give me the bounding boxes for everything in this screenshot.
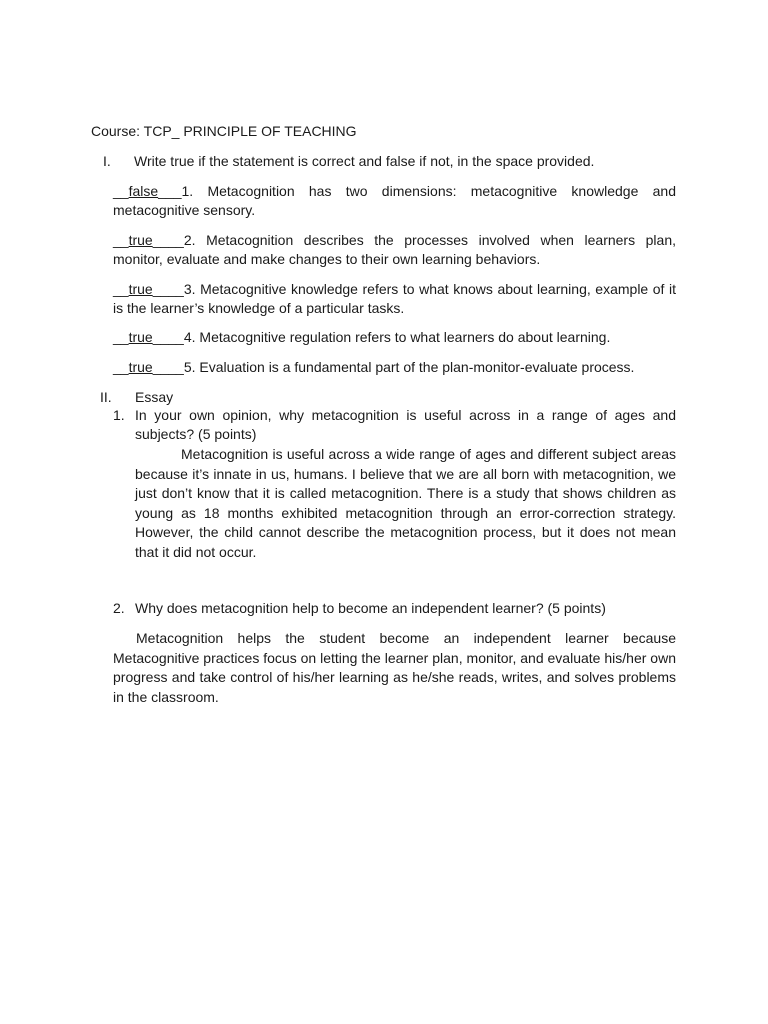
part1-instruction: Write true if the statement is correct and false if not, in the space provided. (134, 153, 595, 169)
tf-item-answer: true (128, 281, 153, 297)
tf-item-4 (113, 328, 676, 347)
tf-item-text: 1. Metacognition has two dimensions: metacognitive knowledge and metacognitive sensory. (113, 183, 676, 218)
essay-question-text: In your own opinion, why metacognition is useful across in a range of ages and subjects? (5 points) (135, 407, 676, 442)
part2-title: Essay (135, 389, 174, 405)
tf-item-suffix: ____ (152, 281, 184, 297)
part2-numeral: II. (100, 389, 112, 405)
tf-item-text: 5. Evaluation is a fundamental part of the plan-monitor-evaluate process. (183, 359, 635, 375)
tf-item-suffix: ___ (158, 183, 182, 199)
tf-item-1 (113, 182, 676, 220)
part2-heading (100, 388, 300, 406)
essay-answer-1: Metacognition is useful across a wide range of ages and different subject areas because it’s innate in us, humans. I believe that we are all born with metacognition, we just don’t know that it is called metacognition. There is a study that shows children as young as 18 months exhibited metacognition through an error-correction strategy. However, the child cannot describe the metacognition process, but it does not mean that it did not occur. (135, 446, 676, 560)
tf-item-suffix: ____ (152, 232, 184, 248)
essay-question-number: 1. (113, 407, 125, 423)
tf-item-prefix: __ (113, 183, 129, 199)
course-title: Course: TCP_ PRINCIPLE OF TEACHING (91, 123, 357, 139)
tf-item-prefix: __ (113, 281, 129, 297)
essay-question-2 (113, 599, 677, 619)
tf-item-answer: true (128, 359, 153, 375)
part1-numeral: I. (103, 153, 111, 169)
tf-item-answer: false (128, 183, 159, 199)
tf-item-suffix: ____ (152, 359, 184, 375)
essay-question-text: Why does metacognition help to become an independent learner? (5 points) (135, 600, 606, 616)
tf-item-suffix: ____ (152, 329, 184, 345)
essay-question-1 (113, 406, 677, 446)
essay-question-number: 2. (113, 600, 125, 616)
tf-item-prefix: __ (113, 232, 129, 248)
tf-item-text: 4. Metacognitive regulation refers to what learners do about learning. (183, 329, 611, 345)
tf-item-5 (113, 358, 676, 377)
tf-item-prefix: __ (113, 359, 129, 375)
tf-item-text: 3. Metacognitive knowledge refers to what knows about learning, example of it is the learner’s knowledge of a particular tasks. (113, 281, 676, 316)
tf-item-answer: true (128, 232, 153, 248)
tf-item-text: 2. Metacognition describes the processes involved when learners plan, monitor, evaluate and make changes to their own learning behaviors. (113, 232, 676, 267)
tf-item-answer: true (128, 329, 153, 345)
part1-heading (103, 152, 683, 170)
essay-answer-2: Metacognition helps the student become an independent learner because Metacognitive practices focus on letting the learner plan, monitor, and evaluate his/her own progress and take control of his/her learning as he/she reads, writes, and solves problems in the classroom. (113, 630, 676, 705)
tf-item-2 (113, 231, 676, 269)
tf-item-prefix: __ (113, 329, 129, 345)
tf-item-3 (113, 280, 676, 318)
